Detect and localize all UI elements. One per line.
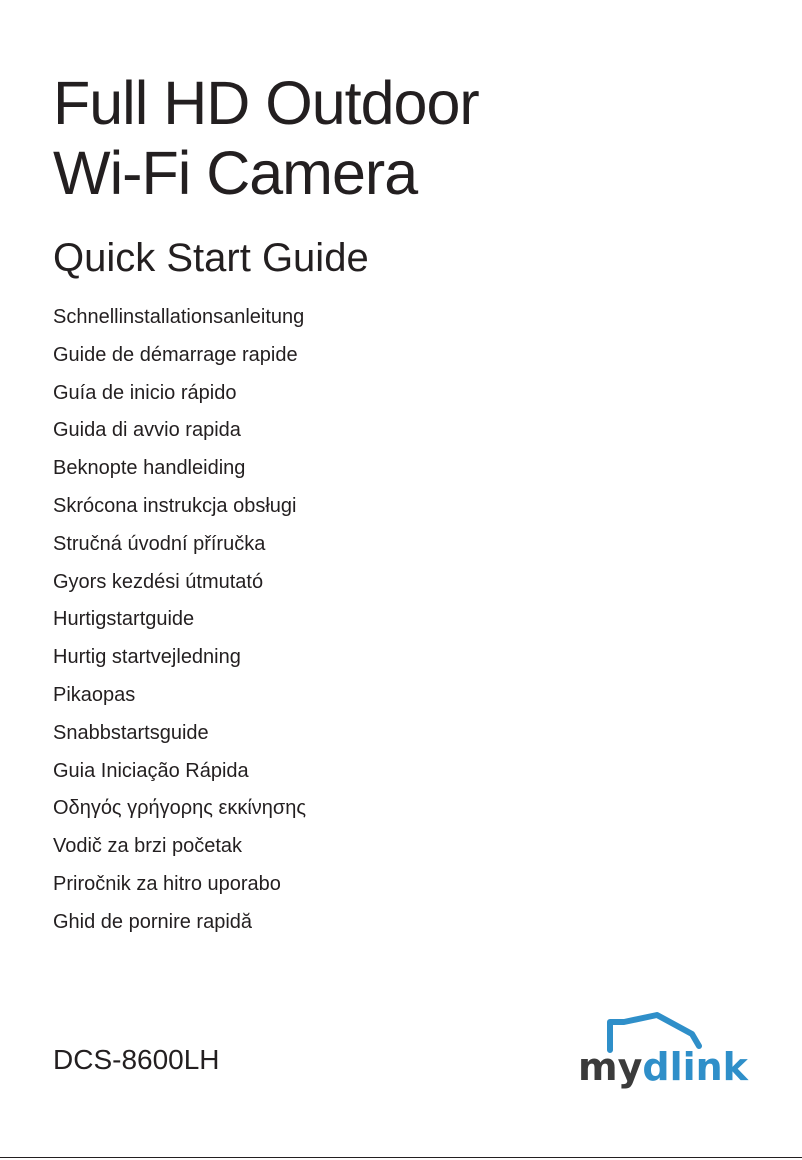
- mydlink-logo-graphic: [574, 1012, 748, 1096]
- translation-item-fr: Guide de démarrage rapide: [53, 343, 298, 366]
- translation-item-sv: Snabbstartsguide: [53, 721, 209, 744]
- translation-item-de: Schnellinstallationsanleitung: [53, 306, 305, 328]
- translation-item-pt: Guia Iniciação Rápida: [53, 759, 249, 782]
- translation-item-pl: Skrócona instrukcja obsługi: [53, 494, 297, 517]
- translation-item-fi: Pikaopas: [53, 683, 136, 706]
- translation-item-ro: Ghid de pornire rapidă: [53, 910, 253, 933]
- model-number: DCS-8600LH: [53, 1044, 220, 1075]
- translation-item-sl: Priročnik za hitro uporabo: [53, 872, 281, 895]
- translation-list: [53, 303, 306, 946]
- logo-dlink-text: dlink: [642, 1045, 748, 1089]
- document-subtitle: Quick Start Guide: [53, 236, 369, 280]
- translation-item-el: Οδηγός γρήγορης εκκίνησης: [53, 797, 307, 820]
- translation-item-hu: Gyors kezdési útmutató: [53, 570, 264, 593]
- mydlink-logo: [574, 1012, 748, 1096]
- translation-item-cs: Stručná úvodní příručka: [53, 532, 266, 555]
- translation-item-it: Guida di avvio rapida: [53, 419, 241, 442]
- translation-item-es: Guía de inicio rápido: [53, 381, 237, 404]
- title-line-1: Full HD Outdoor: [53, 69, 479, 137]
- title-line-2: Wi-Fi Camera: [53, 139, 418, 207]
- translation-item-hr: Vodič za brzi početak: [53, 835, 242, 858]
- logo-my-text: my: [578, 1045, 643, 1089]
- logo-wordmark: [578, 1045, 749, 1089]
- footer-divider: [0, 1157, 802, 1158]
- translation-item-no: Hurtigstartguide: [53, 608, 195, 631]
- document-title: [53, 68, 479, 208]
- translation-item-da: Hurtig startvejledning: [53, 646, 241, 669]
- translation-item-nl: Beknopte handleiding: [53, 457, 246, 480]
